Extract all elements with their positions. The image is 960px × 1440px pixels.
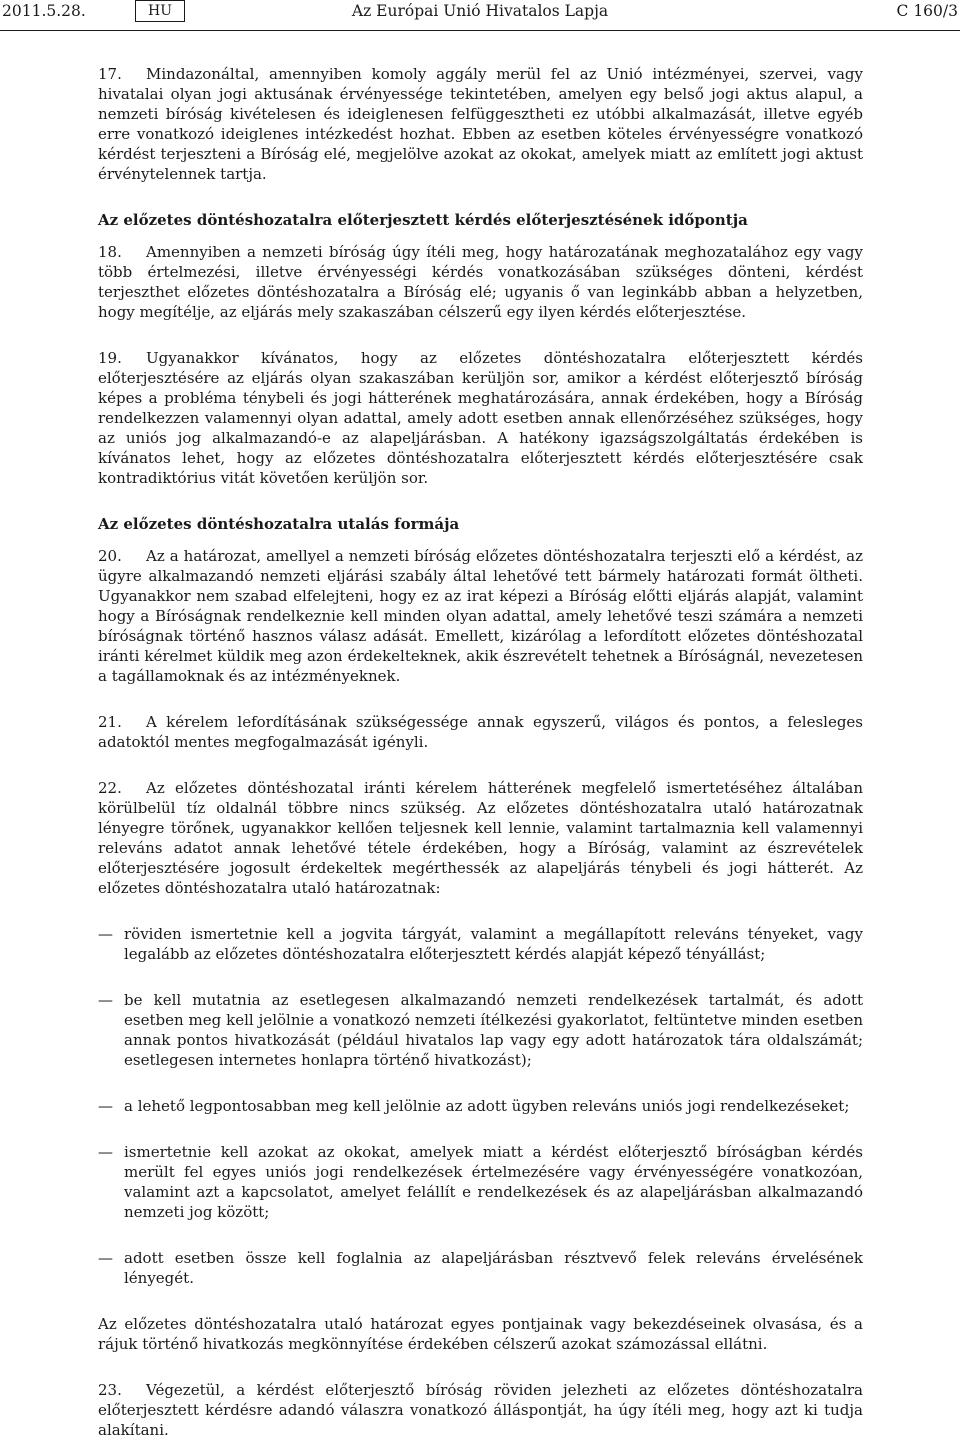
requirements-list bbox=[98, 924, 863, 1288]
section-heading-timing: Az előzetes döntéshozatalra előterjesztett kérdés előterjesztésének időpontja bbox=[98, 211, 748, 229]
list-item bbox=[98, 1142, 863, 1222]
paragraph-21 bbox=[98, 712, 863, 752]
list-item bbox=[98, 924, 863, 964]
list-item bbox=[98, 1096, 863, 1116]
paragraph-19 bbox=[98, 348, 863, 488]
paragraph-text: Amennyiben a nemzeti bíróság úgy ítéli meg, hogy határozatának meghozatalához egy vagy több értelmezési, illetve érvényességi kérdés vonatkozásában szükséges dönteni, kérdést terjeszthet előzetes döntéshozatalra a Bíróság elé; ugyanis ő van leginkább abban a helyzetben, hogy megítélje, az eljárás mely szakaszában célszerű egy ilyen kérdés előterjesztése. bbox=[98, 243, 863, 321]
dash-bullet: — bbox=[98, 1249, 113, 1267]
list-item-text: be kell mutatnia az esetlegesen alkalmazandó nemzeti rendelkezések tartalmát, és adott esetben meg kell jelölnie a vonatkozó nemzeti ítélkezési gyakorlatot, feltüntetve minden esetben annak pontos hivatkozását (például hivatalos lap vagy egy adott határozatok tára oldalszámát; esetlegesen internetes honlapra történő hivatkozást); bbox=[124, 991, 863, 1069]
paragraph-text: Végezetül, a kérdést előterjesztő bíróság röviden jelezheti az előzetes döntéshozatalra előterjesztett kérdésre adandó válaszra vonatkozó álláspontját, ha úgy ítéli meg, hogy azt ki tudja alakítani. bbox=[98, 1381, 863, 1439]
paragraph-number: 20. bbox=[98, 547, 122, 565]
paragraph-text: A kérelem lefordításának szükségessége annak egyszerű, világos és pontos, a felesleges adatoktól mentes megfogalmazását igényli. bbox=[98, 713, 863, 751]
paragraph-text: Az a határozat, amellyel a nemzeti bíróság előzetes döntéshozatalra terjeszti elő a kérdést, az ügyre alkalmazandó nemzeti eljárási szabály által lehetővé tett bármely határozati formát öltheti. Ugyanakkor nem szabad elfelejteni, hogy ez az irat képezi a Bíróság előtti eljárás alapját, valamint hogy a Bíróságnak rendelkeznie kell minden olyan adattal, amely lehetővé teszi számára a nemzeti bíróságnak történő hasznos válasz adását. Emellett, kizárólag a lefordított előzetes döntéshozatal iránti kérelmet küldik meg azon érdekelteknek, akik észrevételt tehetnek a Bíróságnál, nevezetesen a tagállamoknak és az intézményeknek. bbox=[98, 547, 863, 685]
page-header bbox=[0, 0, 960, 28]
paragraph-number: 23. bbox=[98, 1381, 122, 1399]
document-body bbox=[98, 64, 863, 1440]
dash-bullet: — bbox=[98, 991, 113, 1009]
paragraph-number: 18. bbox=[98, 243, 122, 261]
paragraph-17 bbox=[98, 64, 863, 184]
list-item-text: adott esetben össze kell foglalnia az alapeljárásban résztvevő felek releváns érvelésének lényegét. bbox=[124, 1249, 863, 1287]
publication-date: 2011.5.28. bbox=[2, 2, 86, 20]
dash-bullet: — bbox=[98, 1143, 113, 1161]
paragraph-20 bbox=[98, 546, 863, 686]
paragraph-18 bbox=[98, 242, 863, 322]
paragraph-number: 19. bbox=[98, 349, 122, 367]
list-item-text: a lehető legpontosabban meg kell jelölnie az adott ügyben releváns uniós jogi rendelkezéseket; bbox=[124, 1097, 850, 1115]
dash-bullet: — bbox=[98, 925, 113, 943]
closing-paragraph: Az előzetes döntéshozatalra utaló határozat egyes pontjainak vagy bekezdéseinek olvasása, és a rájuk történő hivatkozás megkönnyítése érdekében célszerű azokat számozással ellátni. bbox=[98, 1315, 863, 1353]
header-divider bbox=[0, 30, 960, 31]
journal-title: Az Európai Unió Hivatalos Lapja bbox=[351, 2, 609, 20]
section-heading-form: Az előzetes döntéshozatalra utalás formája bbox=[98, 515, 460, 533]
paragraph-text: Mindazonáltal, amennyiben komoly aggály merül fel az Unió intézményei, szervei, vagy hivatalai olyan jogi aktusának érvényessége tekintetében, amelyen egy belső jogi aktus alapul, a nemzeti bíróság kivételesen és ideiglenesen felfüggesztheti ez utóbbi alkalmazását, illetve egyéb erre vonatkozó ideiglenes intézkedést hozhat. Ebben az esetben köteles érvényességre vonatkozó kérdést terjeszteni a Bíróság elé, megjelölve azokat az okokat, amelyek miatt az említett jogi aktust érvénytelennek tartja. bbox=[98, 65, 863, 183]
paragraph-number: 17. bbox=[98, 65, 122, 83]
language-badge: HU bbox=[135, 0, 185, 22]
list-item-text: ismertetnie kell azokat az okokat, amelyek miatt a kérdést előterjesztő bíróságban kérdés merült fel egyes uniós jogi rendelkezések értelmezésére vagy érvényességére vonatkozóan, valamint azt a kapcsolatot, amelyet felállít e rendelkezések és az alapeljárásban alkalmazandó nemzeti jog között; bbox=[124, 1143, 863, 1221]
dash-bullet: — bbox=[98, 1097, 113, 1115]
list-item-text: röviden ismertetnie kell a jogvita tárgyát, valamint a megállapított releváns tényeket, vagy legalább az előzetes döntéshozatalra előterjesztett kérdés alapját képező tényállást; bbox=[124, 925, 863, 963]
paragraph-text: Ugyanakkor kívánatos, hogy az előzetes döntéshozatalra előterjesztett kérdés előterjesztésére az eljárás olyan szakaszában kerüljön sor, amikor a kérdést előterjesztő bíróság képes a probléma ténybeli és jogi hátterének meghatározására, annak érdekében, hogy a Bíróság rendelkezzen valamennyi olyan adattal, amely adott esetben annak ellenőrzéséhez szükséges, hogy az uniós jog alkalmazandó-e az alapeljárásban. A hatékony igazságszolgáltatás érdekében is kívánatos lehet, hogy az előzetes döntéshozatalra előterjesztett kérdés előterjesztésére csak kontradiktórius vitát követően kerüljön sor. bbox=[98, 349, 863, 487]
paragraph-number: 21. bbox=[98, 713, 122, 731]
paragraph-number: 22. bbox=[98, 779, 122, 797]
list-item bbox=[98, 1248, 863, 1288]
paragraph-23 bbox=[98, 1380, 863, 1440]
paragraph-text: Az előzetes döntéshozatal iránti kérelem hátterének megfelelő ismertetéséhez általában körülbelül tíz oldalnál többre nincs szükség. Az előzetes döntéshozatalra utaló határozatnak lényegre törőnek, ugyanakkor kellően teljesnek kell lennie, valamint tartalmaznia kell valamennyi releváns adatot annak lehetővé tétele érdekében, hogy a Bíróság, valamint az észrevételek előterjesztésére jogosult érdekeltek megérthessék az alapeljárás ténybeli és jogi hátterét. Az előzetes döntéshozatalra utaló határozatnak: bbox=[98, 779, 863, 897]
issue-reference: C 160/3 bbox=[896, 2, 958, 20]
list-item bbox=[98, 990, 863, 1070]
paragraph-22 bbox=[98, 778, 863, 898]
